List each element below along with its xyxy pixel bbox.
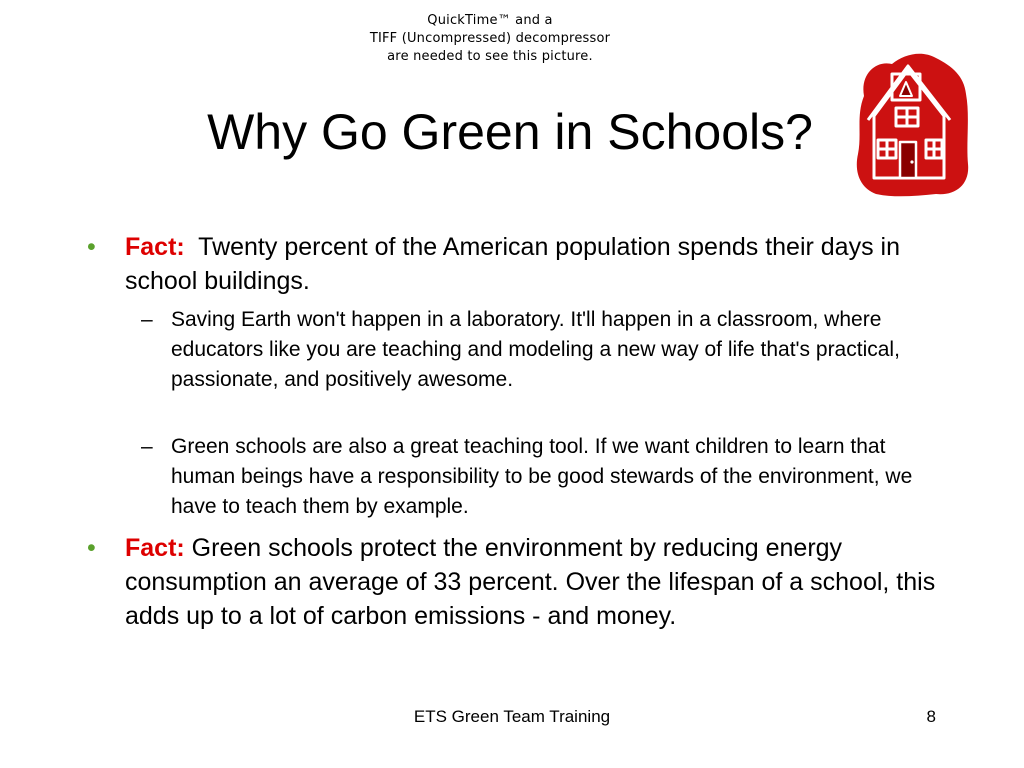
bullet-fact-2: [125, 531, 955, 633]
slide-title: Why Go Green in Schools?: [207, 104, 813, 160]
page-number: 8: [926, 707, 936, 726]
bullet-text: Green schools protect the environment by reducing energy consumption an average of 33 percent. Over the lifespan of a school, this adds up to a lot of carbon emissions - and money.: [125, 534, 936, 630]
footer-title: ETS Green Team Training: [413, 707, 611, 726]
fact-label: Fact:: [125, 233, 185, 261]
notice-line-2: TIFF (Uncompressed) decompressor: [369, 31, 611, 46]
sub-bullet-1: – Saving Earth won't happen in a laboratory. It'll happen in a classroom, where educators like you are teaching and modeling a new way of life that's practical, passionate, and positively awesome.: [171, 305, 941, 395]
sub-bullet-2: – Green schools are also a great teaching tool. If we want children to learn that human beings have a responsibility to be good stewards of the environment, we have to teach them by example.: [171, 432, 941, 522]
fact-label: Fact:: [125, 534, 185, 562]
bullet-text: Twenty percent of the American population spends their days in school buildings.: [125, 233, 900, 295]
notice-line-1: QuickTime™ and a: [427, 13, 553, 28]
notice-line-3: are needed to see this picture.: [387, 49, 593, 64]
bullet-fact-1: [125, 230, 955, 298]
